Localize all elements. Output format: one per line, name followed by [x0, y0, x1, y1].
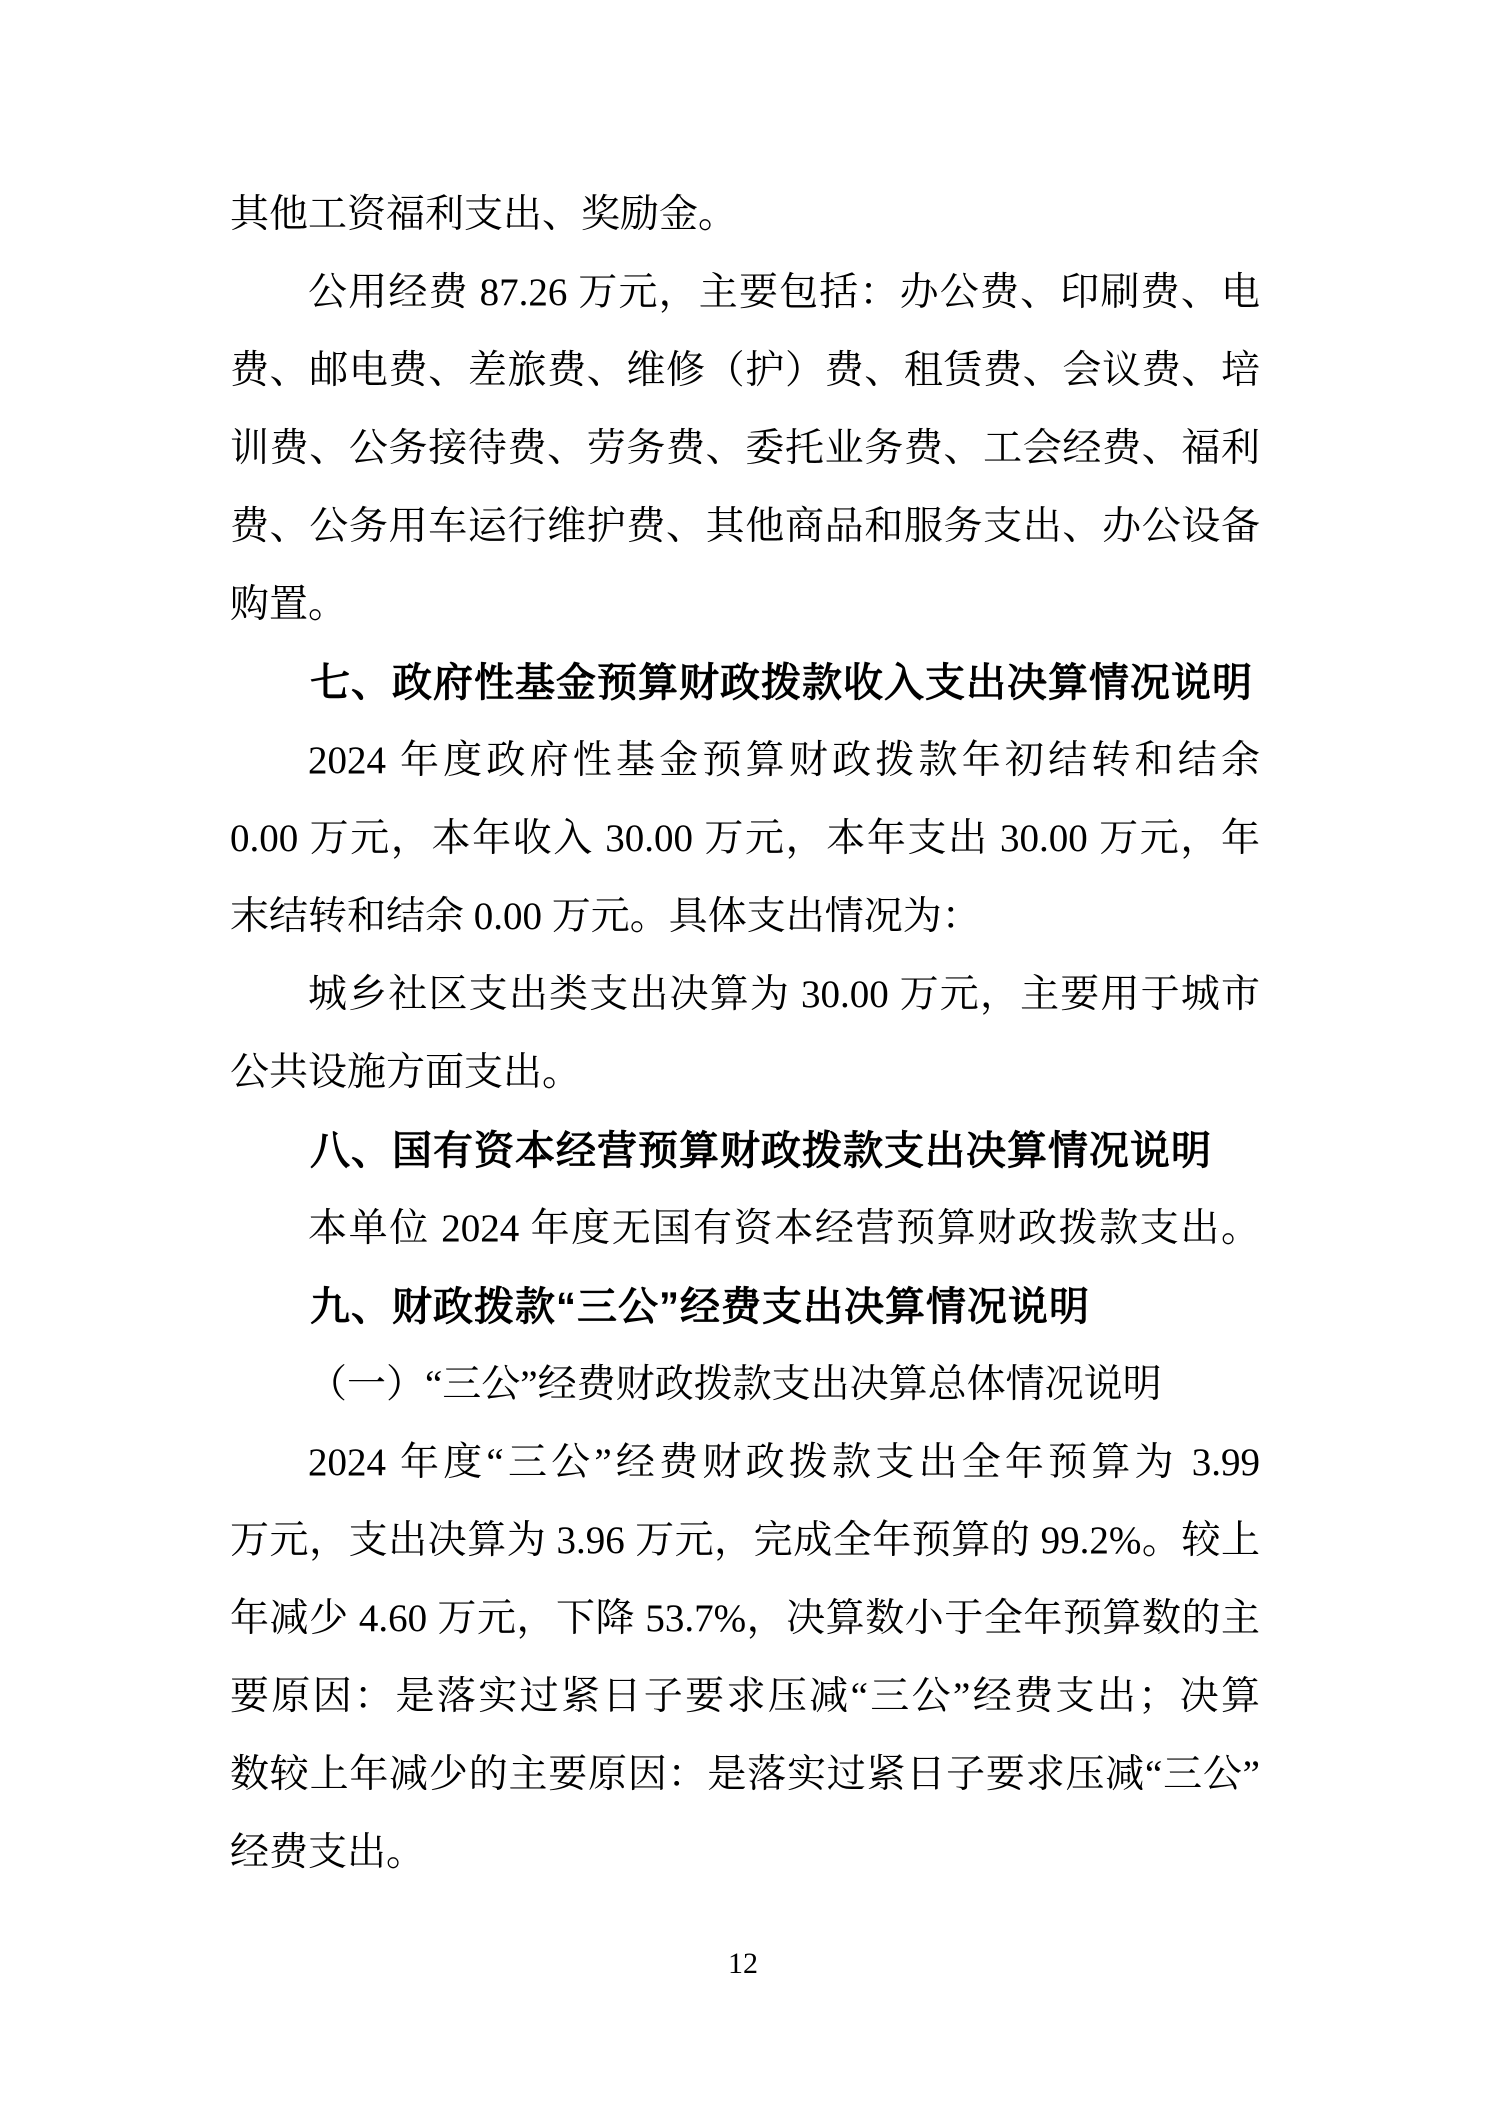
paragraph-line: 末结转和结余 0.00 万元。具体支出情况为：: [230, 895, 981, 938]
paragraph-line: 费、邮电费、差旅费、维修（护）费、租赁费、会议费、培: [230, 349, 1260, 392]
section-heading-9: 九、财政拨款“三公”经费支出决算情况说明: [310, 1285, 1090, 1329]
section-heading-8: 八、国有资本经营预算财政拨款支出决算情况说明: [310, 1129, 1212, 1173]
paragraph-line: 公共设施方面支出。: [230, 1051, 582, 1094]
paragraph-line: 购置。: [230, 583, 348, 626]
document-body: [230, 176, 1260, 1892]
paragraph-line: 数较上年减少的主要原因：是落实过紧日子要求压减“三公”: [230, 1753, 1260, 1796]
section-heading-7: 七、政府性基金预算财政拨款收入支出决算情况说明: [310, 661, 1253, 705]
paragraph-line: 万元，支出决算为 3.96 万元，完成全年预算的 99.2%。较上: [230, 1519, 1260, 1562]
paragraph-line: 0.00 万元，本年收入 30.00 万元，本年支出 30.00 万元，年: [230, 817, 1260, 860]
paragraph-line: 费、公务用车运行维护费、其他商品和服务支出、办公设备: [230, 505, 1260, 548]
paragraph-line: 本单位 2024 年度无国有资本经营预算财政拨款支出。: [308, 1207, 1260, 1250]
page-number: 12: [728, 1947, 758, 1980]
paragraph-line: 年减少 4.60 万元，下降 53.7%，决算数小于全年预算数的主: [230, 1597, 1260, 1640]
paragraph-line: 要原因：是落实过紧日子要求压减“三公”经费支出；决算: [230, 1675, 1260, 1718]
paragraph-line: 其他工资福利支出、奖励金。: [230, 193, 738, 236]
paragraph-line: 训费、公务接待费、劳务费、委托业务费、工会经费、福利: [230, 427, 1260, 470]
paragraph-line: 2024 年度政府性基金预算财政拨款年初结转和结余: [308, 739, 1260, 782]
paragraph-line: 城乡社区支出类支出决算为 30.00 万元，主要用于城市: [308, 973, 1260, 1016]
subsection-heading: （一）“三公”经费财政拨款支出决算总体情况说明: [308, 1363, 1162, 1406]
paragraph-line: 公用经费 87.26 万元，主要包括：办公费、印刷费、电: [308, 271, 1260, 314]
paragraph-line: 2024 年度“三公”经费财政拨款支出全年预算为 3.99: [308, 1441, 1260, 1484]
paragraph-line: 经费支出。: [230, 1831, 426, 1874]
